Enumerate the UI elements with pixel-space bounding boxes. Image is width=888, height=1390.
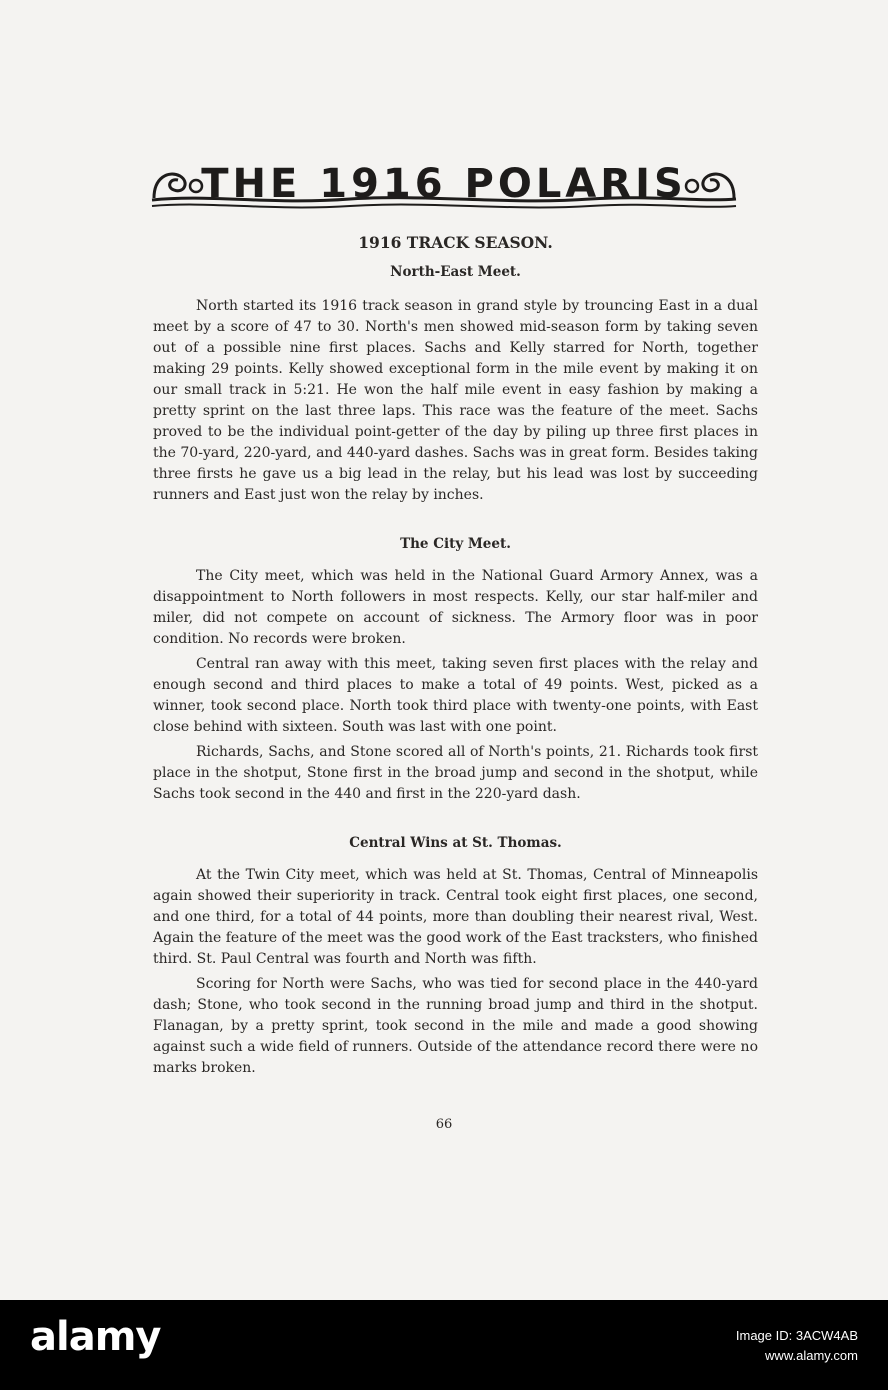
- paragraph: At the Twin City meet, which was held at St. Thomas, Central of Minneapolis again showed their superiority in track. Central took eight first places, one second, and one third, for a total of 44 points, more than doubling their nearest rival, West. Again the feature of the meet was the good work of the East tracksters, who finished third. St. Paul Central was fourth and North was fifth.: [153, 867, 758, 967]
- paragraph: Richards, Sachs, and Stone scored all of North's points, 21. Richards took first place in the shotput, Stone first in the broad jump and second in the shotput, while Sachs took second in the 440 and first in the 220-yard dash.: [153, 744, 758, 802]
- image-id: Image ID: 3ACW4AB: [735, 1328, 858, 1343]
- page-number: 66: [435, 1117, 453, 1132]
- paragraph: North started its 1916 track season in grand style by trouncing East in a dual meet by a score of 47 to 30. North's men showed mid-season form by taking seven out of a possible nine first places. Sachs and Kelly starred for North, together making 29 points. Kelly showed exceptional form in the mile event by making it on our small track in 5:21. He won the half mile event in easy fashion by making a pretty sprint on the last three laps. This race was the feature of the meet. Sachs proved to be the individual point-getter of the day by piling up three first places in the 70-yard, 220-yard, and 440-yard dashes. Sachs was in great form. Besides taking three firsts he gave us a big lead in the relay, but his lead was lost by succeeding runners and East just won the relay by inches.: [153, 298, 758, 503]
- watermark-footer: [0, 1300, 888, 1390]
- section-heading: North-East Meet.: [390, 264, 521, 280]
- publication-title: THE 1916 POLARIS: [201, 161, 687, 207]
- paragraph: Central ran away with this meet, taking seven first places with the relay and enough second and third places to make a total of 49 points. West, picked as a winner, took second place. North took third place with twenty-one points, with East close behind with sixteen. South was last with one point.: [153, 656, 758, 735]
- paragraph: Scoring for North were Sachs, who was tied for second place in the 440-yard dash; Stone, who took second in the running broad jump and third in the shotput. Flanagan, by a pretty sprint, took second in the mile and made a good showing against such a wide field of runners. Outside of the attendance record there were no marks broken.: [153, 976, 758, 1076]
- alamy-logo: alamy: [30, 1314, 161, 1360]
- section-city-meet: [153, 534, 758, 805]
- paragraph: The City meet, which was held in the National Guard Armory Annex, was a disappointment to North followers in most respects. Kelly, our star half-miler and miler, did not compete on account of sickness. The Armory floor was in poor condition. No records were broken.: [153, 568, 758, 647]
- image-meta: [736, 1326, 858, 1366]
- site-url: www.alamy.com: [765, 1348, 858, 1363]
- section-heading: The City Meet.: [400, 536, 511, 552]
- article-title: 1916 TRACK SEASON.: [358, 233, 553, 252]
- section-north-east-meet: [153, 262, 758, 506]
- article: [153, 232, 758, 1079]
- title-banner: [150, 158, 738, 214]
- section-heading: Central Wins at St. Thomas.: [349, 835, 562, 851]
- section-st-thomas: [153, 833, 758, 1079]
